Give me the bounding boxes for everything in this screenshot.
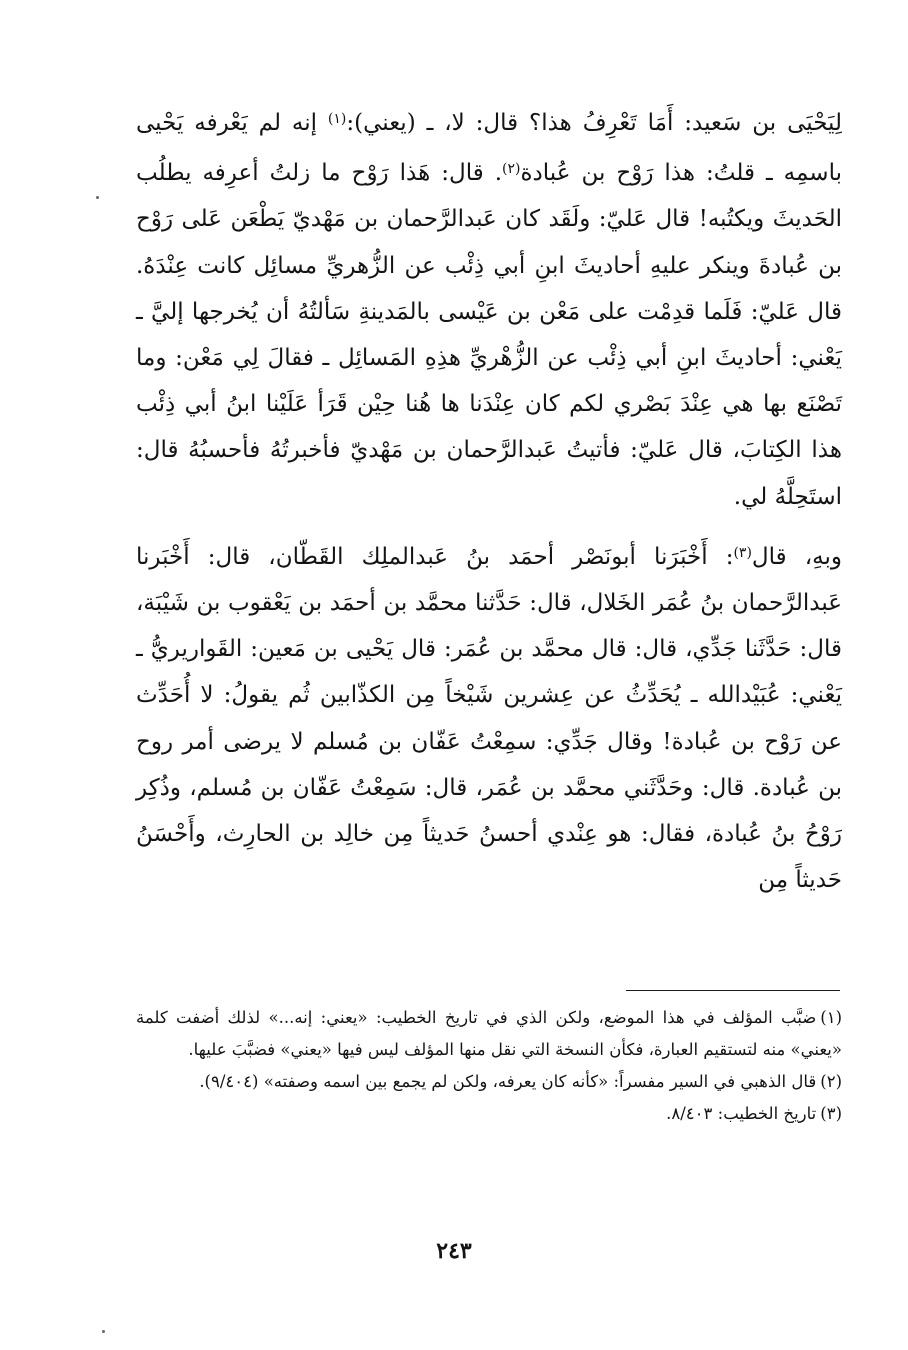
- paragraph-1-text-end: . قال: هَذا رَوْح ما زلتُ أعرِفه يطلُب الحَديثَ ويكتُبه! قال عَليّ: ولَقَد كان عَبدالرَّحمان بن مَهْديّ يَطْعَن عَلى رَوْح بن عُبادةَ وينكر عليهِ أحاديثَ ابنِ أبي ذِئْب عن الزُّهريِّ مسائِل كانت عِنْدَهُ. قال عَليّ: فَلَما قدِمْت على مَعْن بن عَيْسى بالمَدينةِ سَألتُهُ أن يُخرجها إليَّ ـ يَعْني: أحاديثَ ابنِ أبي ذِئْب عن الزُّهْريِّ هذِهِ المَسائِل ـ فقالَ لِي مَعْن: وما تَصْنَع بها هي عِنْدَ بَصْري لكم كان عِنْدَنا ها هُنا حِيْن قَرَأ عَلَيْنا ابنُ أبي ذِئْب هذا الكِتابَ، قال عَليّ: فأتيتُ عَبدالرَّحمان بن مَهْديّ فأخبرتُهُ فأحسبُهُ قال: استَحِلَّهُ لي.: [136, 160, 842, 510]
- footnote-separator: [626, 990, 840, 991]
- footnote-1-text: ضبَّب المؤلف في هذا الموضع، ولكن الذي في تاريخ الخطيب: «يعني: إنه...» لذلك أضفت كلمة «يعني» منه لتستقيم العبارة، فكأن النسخة التي نقل منها المؤلف ليس فيها «يعني» فضبَّبَ عليها.: [136, 1008, 842, 1059]
- page-number: ٢٤٣: [436, 1238, 472, 1264]
- scan-speck: [96, 196, 99, 199]
- main-text: [136, 96, 842, 903]
- footnote-2: [136, 1066, 842, 1098]
- footnote-2-text: قال الذهبي في السير مفسراً: «كأنه كان يعرفه، ولكن لم يجمع بين اسمه وصفته» (٩/٤٠٤).: [199, 1072, 817, 1091]
- paragraph-1-text-middle: إنه لم يَعْرفه يَحْيى باسمِه ـ قلتُ: هذا رَوْح بن عُبادة: [136, 110, 842, 187]
- footnote-ref-1: (١): [327, 111, 347, 127]
- main-paragraph-2: [136, 530, 842, 904]
- footnote-3: [136, 1098, 842, 1130]
- scan-speck: [102, 1330, 105, 1333]
- paragraph-2-text-start: وبهِ، قال: [751, 543, 842, 570]
- footnote-1: [136, 1002, 842, 1066]
- paragraph-1-text-start: لِيَحْيَى بن سَعيد: أَمَا تَعْرِفُ هذا؟ قال: لا، ـ (يعني):: [346, 110, 842, 136]
- paragraph-2-text-end: : أَخْبَرَنا أبونَصْر أحمَد بنُ عَبدالملِك القَطّان، قال: أَخْبَرنا عَبدالرَّحمان بنُ عُمَر الخَلال، قال: حَدَّثنا محمَّد بن أحمَد بن يَعْقوب بن شَيْبَة، قال: حَدَّثَنا جَدِّي، قال: قال محمَّد بن عُمَر: قال يَحْيى بن مَعين: القَواريريُّ ـ يَعْني: عُبَيْدالله ـ يُحَدِّثُ عن عِشرين شَيْخاً مِن الكذّابين ثُم يقولُ: لا أُحَدِّث عن رَوْح بن عُبادة! وقال جَدِّي: سمِعْتُ عَفّان بن مُسلم لا يرضى أمر روح بن عُبادة. قال: وحَدَّثَني محمَّد بن عُمَر، قال: سَمِعْتُ عَفّان بن مُسلم، وذُكِر رَوْحُ بنُ عُبادة، فقال: هو عِنْدي أحسنُ حَديثاً مِن خالِد بن الحارِث، وأَحْسَنُ حَديثاً مِن: [136, 543, 843, 894]
- footnote-1-marker: (١): [820, 1008, 842, 1027]
- footnote-2-marker: (٢): [820, 1072, 842, 1091]
- main-paragraph-1: [136, 96, 842, 520]
- footnote-3-text: تاريخ الخطيب: ٨/٤٠٣.: [666, 1104, 817, 1123]
- footnote-ref-2: (٢): [502, 161, 521, 178]
- footnote-3-marker: (٣): [820, 1104, 842, 1123]
- footnotes: [136, 1002, 842, 1130]
- footnote-ref-3: (٣): [733, 544, 752, 561]
